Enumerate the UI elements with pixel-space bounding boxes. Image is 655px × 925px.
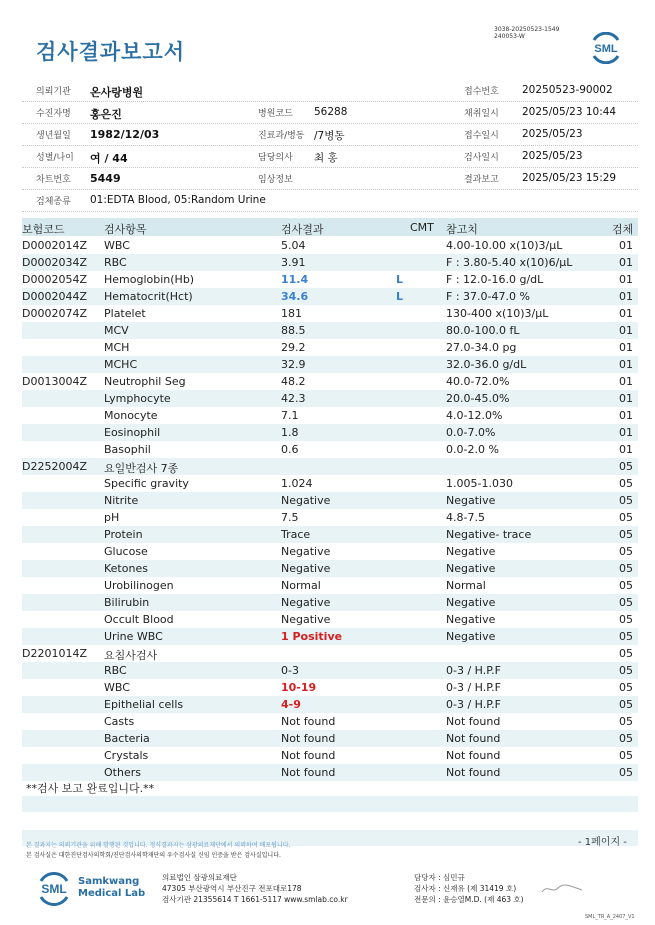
- specimen-cell: 05: [619, 613, 633, 626]
- signature: [540, 882, 584, 899]
- reference-cell: F : 37.0-47.0 %: [446, 290, 530, 303]
- specimen-cell: 05: [619, 681, 633, 694]
- insurance-code-cell: D0002034Z: [22, 256, 87, 269]
- reference-cell: 4.0-12.0%: [446, 409, 503, 422]
- table-row: [22, 747, 638, 764]
- reference-cell: 0.0-7.0%: [446, 426, 496, 439]
- table-row: [22, 254, 638, 271]
- test-date-value: 2025/05/23: [522, 150, 583, 162]
- specimen-cell: 01: [619, 256, 633, 269]
- specimen-cell: 01: [619, 290, 633, 303]
- result-cell: Not found: [281, 766, 336, 779]
- table-row: [22, 577, 638, 594]
- doctor-value: 최 홍: [314, 152, 338, 164]
- reference-cell: Not found: [446, 732, 501, 745]
- birth-date-value: 1982/12/03: [90, 128, 160, 141]
- collect-time-value: 2025/05/23 10:44: [522, 106, 617, 118]
- header-cmt: CMT: [410, 221, 434, 234]
- reference-cell: 130-400 x(10)3/μL: [446, 307, 549, 320]
- reference-cell: Not found: [446, 715, 501, 728]
- info-row: 검체종류 01:EDTA Blood, 05:Random Urine: [22, 190, 638, 212]
- specimen-cell: 05: [619, 749, 633, 762]
- cmt-flag-cell: L: [396, 273, 404, 286]
- reference-cell: Normal: [446, 579, 486, 592]
- result-cell: 1 Positive: [281, 630, 343, 643]
- specimen-cell: 01: [619, 375, 633, 388]
- test-item-cell: MCHC: [104, 358, 138, 371]
- divider-band: [22, 796, 638, 812]
- institution-value: 온사랑병원: [90, 86, 144, 99]
- result-cell: 42.3: [281, 392, 306, 405]
- table-row: [22, 373, 638, 390]
- result-cell: Not found: [281, 732, 336, 745]
- test-item-cell: Neutrophil Seg: [104, 375, 186, 388]
- reference-cell: 27.0-34.0 pg: [446, 341, 517, 354]
- reference-cell: Not found: [446, 766, 501, 779]
- specimen-cell: 01: [619, 409, 633, 422]
- chart-number-value: 5449: [90, 172, 121, 185]
- insurance-code-cell: D2201014Z: [22, 647, 87, 660]
- specimen-cell: 05: [619, 766, 633, 779]
- result-cell: 7.1: [281, 409, 299, 422]
- table-row: [22, 509, 638, 526]
- insurance-code-cell: D2252004Z: [22, 460, 87, 473]
- table-row: [22, 407, 638, 424]
- table-row: [22, 237, 638, 254]
- reference-cell: 0-3 / H.P.F: [446, 681, 501, 694]
- test-item-cell: Lymphocyte: [104, 392, 171, 405]
- table-row: [22, 322, 638, 339]
- test-item-cell: Bilirubin: [104, 596, 150, 609]
- table-row: [22, 339, 638, 356]
- result-cell: 48.2: [281, 375, 306, 388]
- specimen-cell: 05: [619, 647, 633, 660]
- table-row: [22, 611, 638, 628]
- result-cell: 4-9: [281, 698, 301, 711]
- specimen-cell: 05: [619, 528, 633, 541]
- hospital-code-value: 56288: [314, 106, 348, 118]
- table-row: [22, 730, 638, 747]
- result-cell: 10-19: [281, 681, 317, 694]
- reference-cell: Negative: [446, 562, 496, 575]
- table-row: [22, 475, 638, 492]
- footer-organization: 의료법인 삼광의료재단 47305 부산광역시 부산진구 전포대로178 검사기관 21355614 T 1661-5117 www.smlab.co.kr: [162, 873, 348, 904]
- result-cell: 34.6: [281, 290, 309, 303]
- specimen-cell: 01: [619, 324, 633, 337]
- test-item-cell: Platelet: [104, 307, 146, 320]
- specimen-cell: 05: [619, 596, 633, 609]
- result-cell: Negative: [281, 545, 331, 558]
- reference-cell: 40.0-72.0%: [446, 375, 510, 388]
- specimen-cell: 01: [619, 273, 633, 286]
- test-item-cell: Monocyte: [104, 409, 158, 422]
- result-cell: Negative: [281, 613, 331, 626]
- header-specimen: 검체: [612, 223, 634, 236]
- table-row: [22, 543, 638, 560]
- test-item-cell: Others: [104, 766, 141, 779]
- table-row: [22, 305, 638, 322]
- reference-cell: Negative- trace: [446, 528, 532, 541]
- result-cell: 0.6: [281, 443, 299, 456]
- department-value: /7병동: [314, 130, 345, 142]
- table-row: [22, 594, 638, 611]
- reference-cell: 4.00-10.00 x(10)3/μL: [446, 239, 563, 252]
- specimen-cell: 01: [619, 239, 633, 252]
- reference-cell: Negative: [446, 613, 496, 626]
- result-cell: Negative: [281, 562, 331, 575]
- result-cell: 29.2: [281, 341, 306, 354]
- reference-cell: 0-3 / H.P.F: [446, 698, 501, 711]
- reference-cell: F : 12.0-16.0 g/dL: [446, 273, 544, 286]
- test-item-cell: RBC: [104, 256, 127, 269]
- test-item-cell: WBC: [104, 681, 130, 694]
- info-row: 차트번호 5449 임상정보 결과보고 2025/05/23 15:29: [22, 168, 638, 190]
- info-row: 수진자명 홍은진 병원코드 56288 채취일시 2025/05/23 10:44: [22, 102, 638, 124]
- specimen-cell: 01: [619, 392, 633, 405]
- results-table: [22, 237, 638, 781]
- result-cell: Normal: [281, 579, 321, 592]
- reference-cell: Negative: [446, 596, 496, 609]
- result-cell: 3.91: [281, 256, 306, 269]
- test-item-cell: MCV: [104, 324, 129, 337]
- insurance-code-cell: D0013004Z: [22, 375, 87, 388]
- test-item-cell: Protein: [104, 528, 143, 541]
- table-row: [22, 628, 638, 645]
- completion-text: **검사 보고 완료입니다.**: [26, 782, 155, 795]
- specimen-cell: 01: [619, 341, 633, 354]
- table-row: [22, 696, 638, 713]
- specimen-cell: 05: [619, 698, 633, 711]
- specimen-cell: 05: [619, 664, 633, 677]
- result-cell: Negative: [281, 494, 331, 507]
- footer-logo-icon: [34, 872, 74, 910]
- specimen-cell: 01: [619, 443, 633, 456]
- reference-cell: Negative: [446, 630, 496, 643]
- test-item-cell: Crystals: [104, 749, 149, 762]
- table-row: [22, 390, 638, 407]
- footer-brand: Samkwang Medical Lab: [78, 876, 146, 899]
- results-table-header: [22, 218, 638, 236]
- reference-cell: F : 3.80-5.40 x(10)6/μL: [446, 256, 573, 269]
- info-row: 의뢰기관 온사랑병원 접수번호 20250523-90002: [22, 80, 638, 102]
- reference-cell: 32.0-36.0 g/dL: [446, 358, 527, 371]
- specimen-cell: 05: [619, 630, 633, 643]
- cmt-flag-cell: L: [396, 290, 404, 303]
- reference-cell: Not found: [446, 749, 501, 762]
- table-row: [22, 679, 638, 696]
- reference-cell: 1.005-1.030: [446, 477, 513, 490]
- specimen-cell: 01: [619, 307, 633, 320]
- test-item-cell: WBC: [104, 239, 130, 252]
- table-row: [22, 645, 638, 662]
- specimen-cell: 05: [619, 511, 633, 524]
- table-row: [22, 492, 638, 509]
- insurance-code-cell: D0002054Z: [22, 273, 87, 286]
- info-row: 생년월일 1982/12/03 진료과/병동 /7병동 접수일시 2025/05/23: [22, 124, 638, 146]
- test-item-cell: Specific gravity: [104, 477, 189, 490]
- svg-text:SML: SML: [594, 43, 618, 55]
- table-row: [22, 441, 638, 458]
- test-item-cell: Glucose: [104, 545, 148, 558]
- table-row: [22, 424, 638, 441]
- result-cell: 32.9: [281, 358, 306, 371]
- test-item-cell: Ketones: [104, 562, 148, 575]
- result-cell: 88.5: [281, 324, 306, 337]
- result-cell: Negative: [281, 596, 331, 609]
- specimen-cell: 01: [619, 358, 633, 371]
- test-item-cell: Epithelial cells: [104, 698, 184, 711]
- form-code: SML_TR_A_2407_V1: [585, 914, 635, 920]
- test-item-cell: Basophil: [104, 443, 151, 456]
- test-item-cell: RBC: [104, 664, 127, 677]
- test-item-cell: Urobilinogen: [104, 579, 174, 592]
- disclaimer-text: 본 결과지는 의뢰기관을 위해 발행된 것입니다. 정식결과지는 삼광의료재단에서 의뢰하여 배포됩니다.: [26, 842, 291, 849]
- info-row: 성별/나이 여 / 44 담당의사 최 홍 검사일시 2025/05/23: [22, 146, 638, 168]
- specimen-cell: 05: [619, 545, 633, 558]
- specimen-cell: 05: [619, 477, 633, 490]
- test-item-cell: 요침사검사: [104, 649, 158, 662]
- result-cell: 0-3: [281, 664, 299, 677]
- header-item: 검사항목: [104, 223, 147, 236]
- test-item-cell: 요일반검사 7종: [104, 462, 179, 475]
- report-time-value: 2025/05/23 15:29: [522, 172, 617, 184]
- specimen-cell: 05: [619, 732, 633, 745]
- test-item-cell: Hematocrit(Hct): [104, 290, 193, 303]
- specimen-cell: 05: [619, 562, 633, 575]
- result-cell: Not found: [281, 715, 336, 728]
- table-row: [22, 288, 638, 305]
- table-row: [22, 764, 638, 781]
- result-cell: 1.024: [281, 477, 313, 490]
- result-cell: 5.04: [281, 239, 306, 252]
- sml-logo-icon: [588, 32, 624, 64]
- table-row: [22, 271, 638, 288]
- insurance-code-cell: D0002074Z: [22, 307, 87, 320]
- test-item-cell: Eosinophil: [104, 426, 161, 439]
- test-item-cell: Occult Blood: [104, 613, 174, 626]
- svg-text:SML: SML: [41, 882, 67, 896]
- table-row: [22, 713, 638, 730]
- patient-name-value: 홍은진: [90, 108, 122, 121]
- result-cell: 1.8: [281, 426, 299, 439]
- specimen-cell: 05: [619, 715, 633, 728]
- sex-age-value: 여 / 44: [90, 152, 128, 165]
- result-cell: Not found: [281, 749, 336, 762]
- test-item-cell: Urine WBC: [104, 630, 163, 643]
- reference-cell: 0-3 / H.P.F: [446, 664, 501, 677]
- result-cell: 11.4: [281, 273, 309, 286]
- receipt-number-value: 20250523-90002: [522, 84, 613, 96]
- table-row: [22, 356, 638, 373]
- reference-cell: Negative: [446, 545, 496, 558]
- table-row: [22, 458, 638, 475]
- insurance-code-cell: D0002014Z: [22, 239, 87, 252]
- test-item-cell: pH: [104, 511, 120, 524]
- page-number: - 1페이지 -: [578, 837, 627, 848]
- test-item-cell: Bacteria: [104, 732, 150, 745]
- certification-text: 본 검사실은 대한진단검사의학회/진단검사의학재단의 우수검사실 신임 인증을 받은 검사실입니다.: [26, 852, 281, 859]
- reference-cell: 0.0-2.0 %: [446, 443, 499, 456]
- specimen-cell: 01: [619, 426, 633, 439]
- footer-staff: 담당자 : 심민규 검사자 : 신재유 (제 31419 호) 전문의 : 윤승열M.D. (제 463 호): [414, 873, 524, 904]
- result-cell: Trace: [281, 528, 311, 541]
- reference-cell: 80.0-100.0 fL: [446, 324, 520, 337]
- specimen-cell: 05: [619, 460, 633, 473]
- test-item-cell: Nitrite: [104, 494, 139, 507]
- receipt-date-value: 2025/05/23: [522, 128, 583, 140]
- patient-info: [22, 80, 638, 212]
- reference-cell: 4.8-7.5: [446, 511, 485, 524]
- table-row: [22, 662, 638, 679]
- test-item-cell: MCH: [104, 341, 130, 354]
- header-result: 검사결과: [281, 223, 324, 236]
- document-number: 3038-20250523-1549 240053-W: [494, 26, 560, 40]
- test-item-cell: Hemoglobin(Hb): [104, 273, 195, 286]
- report-title: 검사결과보고서: [36, 40, 186, 64]
- specimen-cell: 05: [619, 494, 633, 507]
- reference-cell: 20.0-45.0%: [446, 392, 510, 405]
- table-row: [22, 560, 638, 577]
- result-cell: 7.5: [281, 511, 299, 524]
- table-row: [22, 526, 638, 543]
- test-item-cell: Casts: [104, 715, 135, 728]
- reference-cell: Negative: [446, 494, 496, 507]
- specimen-value: 01:EDTA Blood, 05:Random Urine: [90, 194, 266, 206]
- specimen-cell: 05: [619, 579, 633, 592]
- header-code: 보험코드: [22, 223, 65, 236]
- result-cell: 181: [281, 307, 302, 320]
- insurance-code-cell: D0002044Z: [22, 290, 87, 303]
- header-reference: 참고치: [446, 223, 478, 236]
